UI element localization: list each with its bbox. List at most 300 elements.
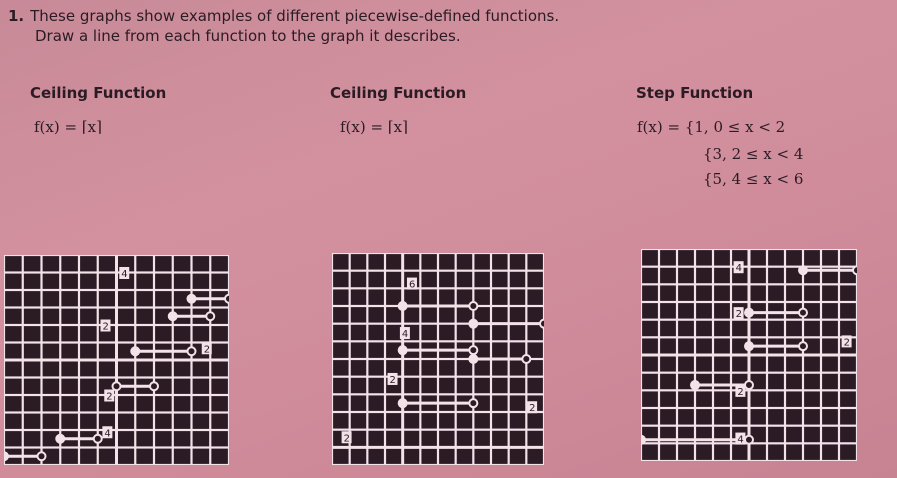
grid-cell — [386, 272, 401, 287]
grid-cell — [714, 321, 730, 336]
grid-cell — [768, 285, 784, 300]
grid-cell — [43, 396, 60, 411]
grid-cell — [136, 431, 153, 446]
grid-cell — [678, 285, 694, 300]
tick-label: 2 — [737, 386, 744, 398]
grid-cell — [333, 395, 348, 410]
grid-cell — [492, 360, 507, 375]
grid-cell — [368, 378, 383, 393]
grid-cell — [61, 414, 78, 429]
grid-cell — [155, 291, 172, 306]
grid-cell — [174, 326, 191, 341]
grid-cell — [333, 272, 348, 287]
function-label-1: Ceiling Function — [30, 84, 167, 102]
grid-cell — [492, 254, 507, 269]
grid-cell — [492, 395, 507, 410]
grid-cell — [642, 285, 658, 300]
grid-cell — [386, 448, 401, 463]
tick-label: 4 — [401, 329, 409, 341]
grid-cell — [421, 448, 436, 463]
grid-cell — [642, 374, 658, 389]
grid-cell — [510, 289, 525, 304]
closed-endpoint — [691, 381, 699, 389]
grid-cell — [193, 449, 210, 464]
grid-cell — [43, 361, 60, 376]
grid-cell — [421, 325, 436, 340]
grid-cell — [457, 413, 472, 428]
grid-cell — [492, 431, 507, 446]
grid-cell — [5, 396, 22, 411]
grid-cell — [678, 321, 694, 336]
grid-cell — [510, 254, 525, 269]
grid-cell — [136, 274, 153, 289]
grid-cell — [368, 342, 383, 357]
grid-cell — [80, 309, 97, 324]
open-endpoint — [225, 295, 229, 303]
grid-cell — [768, 303, 784, 318]
grid-cell — [750, 285, 766, 300]
grid-cell — [678, 250, 694, 265]
grid-cell — [804, 391, 820, 406]
grid-cell — [696, 303, 712, 318]
grid-cell — [527, 254, 542, 269]
grid-cell — [136, 414, 153, 429]
grid-cell — [333, 289, 348, 304]
grid-cell — [421, 431, 436, 446]
grid-cell — [457, 378, 472, 393]
grid-cell — [99, 256, 116, 271]
grid-cell — [24, 291, 41, 306]
grid-cell — [193, 326, 210, 341]
grid-cell — [351, 431, 366, 446]
grid-cell — [136, 449, 153, 464]
open-endpoint — [745, 381, 753, 389]
grid-cell — [211, 431, 228, 446]
grid-cell — [768, 250, 784, 265]
tick-label: 4 — [121, 269, 128, 280]
grid-cell — [804, 321, 820, 336]
grid-cell — [351, 378, 366, 393]
grid-cell — [660, 356, 676, 371]
grid-cell — [118, 309, 135, 324]
grid-cell — [660, 268, 676, 283]
grid-cell — [439, 448, 454, 463]
grid-cell — [822, 356, 838, 371]
grid-cell — [136, 309, 153, 324]
grid-cell — [174, 449, 191, 464]
grid-cell — [660, 374, 676, 389]
closed-endpoint — [399, 346, 407, 354]
closed-endpoint — [169, 312, 177, 320]
grid-cell — [368, 325, 383, 340]
grid-cell — [696, 391, 712, 406]
grid-cell — [768, 427, 784, 442]
grid-cell — [678, 338, 694, 353]
open-endpoint — [853, 266, 857, 274]
grid-cell — [118, 449, 135, 464]
grid-cell — [421, 289, 436, 304]
closed-endpoint — [113, 382, 121, 390]
grid-cell — [80, 344, 97, 359]
graph-2-svg[interactable] — [332, 253, 544, 465]
function-label-2: Ceiling Function — [330, 84, 467, 102]
grid-cell — [118, 414, 135, 429]
grid-cell — [822, 321, 838, 336]
grid-cell — [211, 414, 228, 429]
grid-cell — [368, 254, 383, 269]
grid-cell — [61, 396, 78, 411]
tick-label: 2 — [389, 374, 396, 386]
grid-cell — [527, 413, 542, 428]
grid-cell — [211, 256, 228, 271]
grid-cell — [804, 427, 820, 442]
grid-cell — [118, 396, 135, 411]
grid-cell — [474, 413, 489, 428]
tick-label: 2 — [203, 344, 211, 356]
grid-cell — [5, 414, 22, 429]
grid-cell — [714, 338, 730, 353]
grid-cell — [822, 303, 838, 318]
grid-cell — [510, 413, 525, 428]
open-endpoint — [745, 436, 753, 444]
grid-cell — [732, 409, 748, 424]
closed-endpoint — [745, 309, 753, 317]
grid-cell — [368, 272, 383, 287]
grid-cell — [136, 396, 153, 411]
grid-cell — [439, 307, 454, 322]
grid-cell — [421, 413, 436, 428]
grid-cell — [439, 254, 454, 269]
grid-cell — [5, 309, 22, 324]
grid-cell — [696, 338, 712, 353]
grid-cell — [80, 379, 97, 394]
grid-cell — [174, 396, 191, 411]
grid-cell — [80, 326, 97, 341]
grid-cell — [61, 291, 78, 306]
grid-cell — [404, 360, 419, 375]
grid-cell — [351, 360, 366, 375]
grid-cell — [768, 268, 784, 283]
open-endpoint — [469, 302, 477, 310]
grid-cell — [678, 391, 694, 406]
grid-cell — [439, 360, 454, 375]
tick-label: 4 — [737, 434, 744, 446]
grid-cell — [421, 307, 436, 322]
grid-cell — [351, 448, 366, 463]
grid-cell — [642, 321, 658, 336]
grid-cell — [696, 321, 712, 336]
grid-cell — [840, 303, 856, 318]
grid-cell — [642, 356, 658, 371]
grid-cell — [404, 378, 419, 393]
grid-cell — [404, 431, 419, 446]
grid-cell — [492, 378, 507, 393]
grid-cell — [714, 409, 730, 424]
grid-cell — [750, 356, 766, 371]
grid-cell — [5, 361, 22, 376]
grid-cell — [155, 361, 172, 376]
grid-cell — [43, 326, 60, 341]
grid-cell — [660, 250, 676, 265]
question-number: 1. — [8, 7, 25, 25]
graph-3[interactable] — [641, 249, 857, 461]
grid-cell — [24, 274, 41, 289]
grid-cell — [474, 431, 489, 446]
grid-cell — [714, 303, 730, 318]
grid-cell — [457, 448, 472, 463]
graph-2[interactable] — [332, 253, 544, 465]
grid-cell — [439, 413, 454, 428]
tick-label: 4 — [735, 263, 742, 275]
grid-cell — [474, 448, 489, 463]
grid-cell — [714, 356, 730, 371]
open-endpoint — [799, 342, 807, 350]
grid-cell — [732, 321, 748, 336]
grid-cell — [492, 325, 507, 340]
grid-cell — [61, 274, 78, 289]
grid-cell — [768, 409, 784, 424]
tick-label: 4 — [104, 428, 111, 440]
grid-cell — [80, 274, 97, 289]
grid-cell — [768, 444, 784, 459]
question-line-1: These graphs show examples of different piecewise-defined functions. — [30, 7, 560, 25]
grid-cell — [136, 326, 153, 341]
grid-cell — [99, 344, 116, 359]
grid-cell — [750, 444, 766, 459]
function-formula-2: f(x) = ⌈x⌉ — [340, 118, 408, 136]
grid-cell — [786, 356, 802, 371]
open-endpoint — [38, 452, 46, 460]
grid-cell — [439, 289, 454, 304]
grid-cell — [24, 361, 41, 376]
tick-label: 6 — [408, 279, 416, 291]
grid-cell — [174, 379, 191, 394]
grid-cell — [61, 256, 78, 271]
grid-cell — [527, 289, 542, 304]
open-endpoint — [94, 435, 102, 443]
grid-cell — [61, 326, 78, 341]
grid-cell — [510, 307, 525, 322]
grid-cell — [368, 289, 383, 304]
grid-cell — [368, 413, 383, 428]
closed-endpoint — [399, 399, 407, 407]
grid-cell — [527, 431, 542, 446]
grid-cell — [660, 285, 676, 300]
grid-cell — [840, 374, 856, 389]
grid-cell — [768, 356, 784, 371]
grid-cell — [24, 344, 41, 359]
grid-cell — [678, 356, 694, 371]
grid-cell — [510, 378, 525, 393]
grid-cell — [80, 414, 97, 429]
closed-endpoint — [131, 347, 139, 355]
grid-cell — [642, 268, 658, 283]
grid-cell — [193, 361, 210, 376]
grid-cell — [155, 326, 172, 341]
tick-label: 2 — [102, 321, 109, 333]
grid-cell — [804, 444, 820, 459]
grid-cell — [333, 448, 348, 463]
grid-cell — [5, 379, 22, 394]
grid-cell — [678, 303, 694, 318]
open-endpoint — [799, 309, 807, 317]
grid-cell — [457, 254, 472, 269]
grid-cell — [660, 303, 676, 318]
grid-cell — [527, 378, 542, 393]
function-formula-3: f(x) = {1, 0 ≤ x < 2 — [637, 118, 786, 136]
grid-cell — [211, 344, 228, 359]
graph-1[interactable] — [4, 255, 229, 465]
grid-cell — [174, 414, 191, 429]
grid-cell — [750, 250, 766, 265]
grid-cell — [351, 254, 366, 269]
grid-cell — [333, 378, 348, 393]
grid-cell — [510, 395, 525, 410]
grid-cell — [80, 396, 97, 411]
grid-cell — [840, 285, 856, 300]
grid-cell — [840, 444, 856, 459]
grid-cell — [24, 396, 41, 411]
grid-cell — [714, 444, 730, 459]
grid-cell — [696, 250, 712, 265]
grid-cell — [118, 291, 135, 306]
grid-cell — [386, 431, 401, 446]
grid-cell — [24, 414, 41, 429]
grid-cell — [696, 444, 712, 459]
grid-cell — [840, 427, 856, 442]
grid-cell — [368, 448, 383, 463]
grid-cell — [80, 256, 97, 271]
question-text — [8, 6, 559, 46]
grid-cell — [155, 256, 172, 271]
grid-cell — [732, 356, 748, 371]
grid-cell — [474, 378, 489, 393]
grid-cell — [99, 361, 116, 376]
grid-cell — [492, 413, 507, 428]
closed-endpoint — [799, 266, 807, 274]
grid-cell — [786, 250, 802, 265]
grid-cell — [61, 449, 78, 464]
grid-cell — [822, 338, 838, 353]
grid-cell — [24, 379, 41, 394]
grid-cell — [43, 274, 60, 289]
grid-cell — [786, 374, 802, 389]
grid-cell — [642, 303, 658, 318]
question-line-2: Draw a line from each function to the graph it describes. — [35, 27, 461, 45]
grid-cell — [193, 396, 210, 411]
grid-cell — [5, 431, 22, 446]
grid-cell — [43, 291, 60, 306]
grid-cell — [822, 444, 838, 459]
grid-cell — [768, 391, 784, 406]
grid-cell — [5, 291, 22, 306]
grid-cell — [457, 431, 472, 446]
grid-cell — [351, 395, 366, 410]
grid-cell — [786, 321, 802, 336]
grid-cell — [457, 272, 472, 287]
grid-cell — [155, 396, 172, 411]
grid-cell — [527, 272, 542, 287]
grid-cell — [211, 449, 228, 464]
function-formula-1: f(x) = ⌈x⌉ — [34, 118, 102, 136]
step-piece-3: {5, 4 ≤ x < 6 — [703, 170, 804, 188]
grid-cell — [351, 289, 366, 304]
grid-cell — [696, 356, 712, 371]
grid-cell — [333, 413, 348, 428]
grid-cell — [386, 413, 401, 428]
grid-cell — [660, 444, 676, 459]
grid-cell — [193, 379, 210, 394]
graph-3-svg[interactable] — [641, 249, 857, 461]
grid-cell — [24, 326, 41, 341]
grid-cell — [368, 307, 383, 322]
grid-cell — [822, 427, 838, 442]
grid-cell — [660, 391, 676, 406]
grid-cell — [24, 256, 41, 271]
grid-cell — [822, 285, 838, 300]
grid-cell — [5, 326, 22, 341]
grid-cell — [439, 378, 454, 393]
grid-cell — [510, 431, 525, 446]
grid-cell — [99, 291, 116, 306]
grid-cell — [822, 391, 838, 406]
grid-cell — [333, 325, 348, 340]
grid-cell — [136, 291, 153, 306]
grid-cell — [840, 391, 856, 406]
grid-cell — [80, 291, 97, 306]
grid-cell — [61, 309, 78, 324]
closed-endpoint — [469, 355, 477, 363]
grid-cell — [786, 391, 802, 406]
graph-1-svg[interactable] — [4, 255, 229, 465]
grid-cell — [155, 449, 172, 464]
grid-cell — [155, 431, 172, 446]
open-endpoint — [469, 399, 477, 407]
grid-cell — [804, 250, 820, 265]
grid-cell — [750, 391, 766, 406]
grid-cell — [43, 309, 60, 324]
grid-cell — [24, 309, 41, 324]
grid-cell — [714, 391, 730, 406]
grid-cell — [5, 344, 22, 359]
grid-cell — [510, 448, 525, 463]
closed-endpoint — [56, 435, 64, 443]
grid-cell — [136, 256, 153, 271]
grid-cell — [174, 274, 191, 289]
grid-cell — [43, 344, 60, 359]
grid-cell — [696, 409, 712, 424]
grid-cell — [99, 449, 116, 464]
grid-cell — [368, 431, 383, 446]
grid-cell — [840, 250, 856, 265]
open-endpoint — [150, 382, 158, 390]
grid-cell — [193, 274, 210, 289]
grid-cell — [527, 448, 542, 463]
grid-cell — [61, 344, 78, 359]
open-endpoint — [188, 347, 196, 355]
grid-cell — [840, 356, 856, 371]
function-label-3: Step Function — [636, 84, 754, 102]
grid-cell — [118, 326, 135, 341]
grid-cell — [660, 338, 676, 353]
tick-label: 2 — [735, 309, 742, 321]
grid-cell — [840, 321, 856, 336]
grid-cell — [492, 272, 507, 287]
closed-endpoint — [469, 320, 477, 328]
grid-cell — [732, 444, 748, 459]
grid-cell — [5, 256, 22, 271]
grid-cell — [642, 444, 658, 459]
